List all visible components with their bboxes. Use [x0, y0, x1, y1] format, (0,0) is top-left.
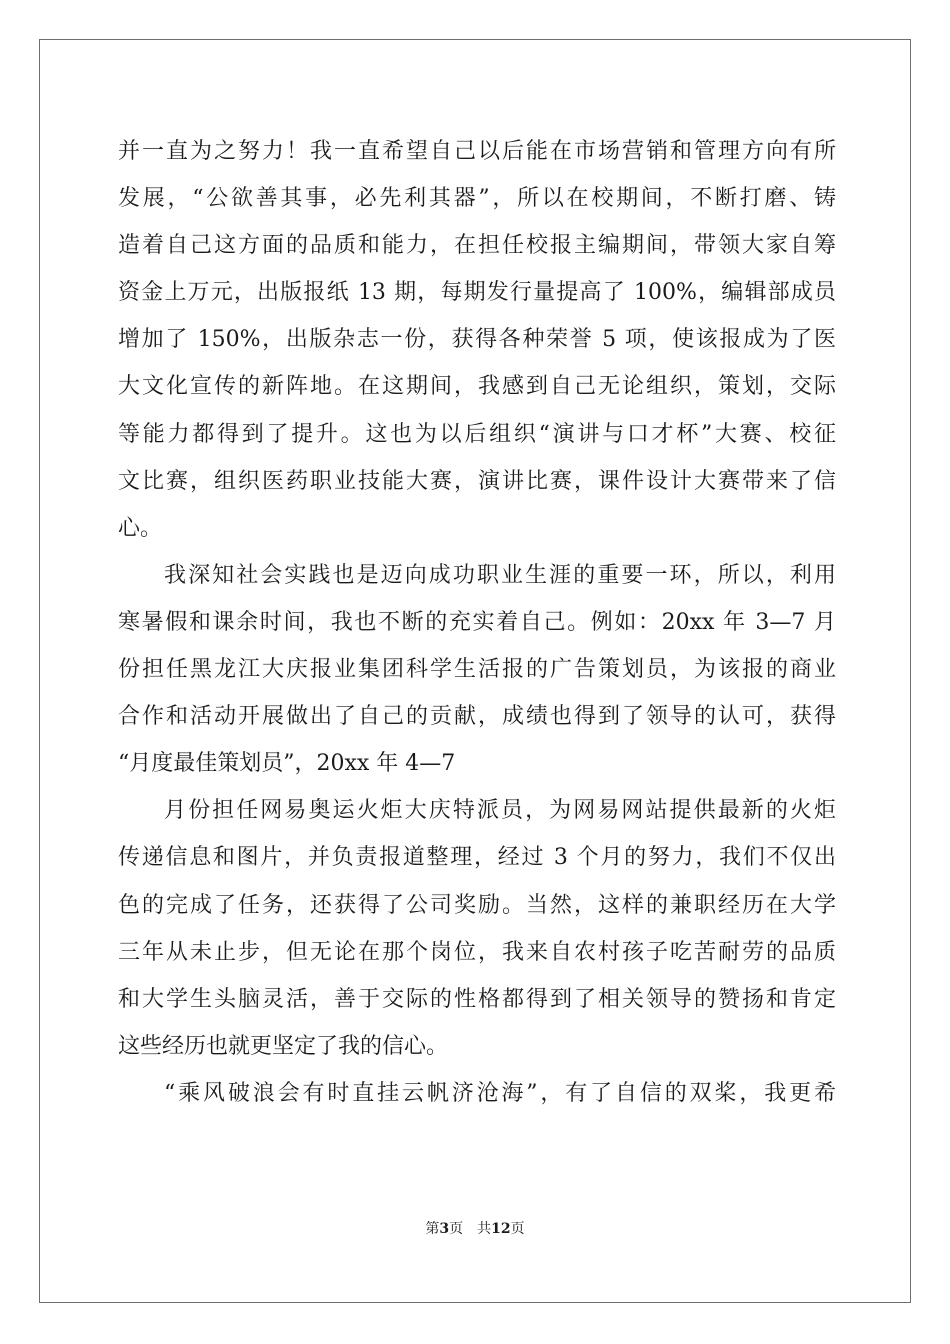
text-line: 资金上万元，出版报纸 13 期，每期发行量提高了 100%，编辑部成员 [118, 280, 836, 306]
text-line: 等能力都得到了提升。这也为以后组织“演讲与口才杯”大赛、校征 [118, 421, 836, 447]
footer-total-prefix: 共 [477, 1221, 492, 1237]
footer-prefix: 第 [425, 1221, 440, 1237]
text-line: 月份担任网易奥运火炬大庆特派员，为网易网站提供最新的火炬 [164, 798, 836, 824]
text-line: 传递信息和图片，并负责报道整理，经过 3 个月的努力，我们不仅出 [118, 845, 836, 871]
text-line: 增加了 150%，出版杂志一份，获得各种荣誉 5 项，使该报成为了医 [118, 327, 836, 353]
current-page-number: 3 [439, 1221, 450, 1237]
document-body [118, 128, 836, 1117]
text-line: 大文化宣传的新阵地。在这期间，我感到自己无论组织，策划，交际 [118, 374, 836, 400]
text-line: 合作和活动开展做出了自己的贡献，成绩也得到了领导的认可，获得 [118, 704, 836, 730]
footer-total-suffix: 页 [510, 1221, 525, 1237]
text-line: 和大学生头脑灵活，善于交际的性格都得到了相关领导的赞扬和肯定 [118, 986, 836, 1012]
text-line: 我深知社会实践也是迈向成功职业生涯的重要一环，所以，利用 [164, 562, 836, 588]
total-pages-number: 12 [491, 1221, 511, 1237]
text-line: 文比赛，组织医药职业技能大赛，演讲比赛，课件设计大赛带来了信 [118, 468, 836, 494]
text-line: 这些经历也就更坚定了我的信心。 [118, 1033, 449, 1059]
text-line: 份担任黑龙江大庆报业集团科学生活报的广告策划员，为该报的商业 [118, 657, 836, 683]
text-line: 发展，“公欲善其事，必先利其器”，所以在校期间，不断打磨、铸 [118, 186, 836, 212]
text-line: 寒暑假和课余时间，我也不断的充实着自己。例如：20xx 年 3—7 月 [118, 609, 836, 635]
text-line: 造着自己这方面的品质和能力，在担任校报主编期间，带领大家自筹 [118, 233, 836, 259]
text-line: “乘风破浪会有时直挂云帆济沧海”，有了自信的双桨，我更希 [164, 1080, 836, 1106]
text-line: 心。 [118, 515, 163, 541]
text-line: “月度最佳策划员”，20xx 年 4—7 [118, 751, 456, 777]
footer-page-suffix: 页 [449, 1221, 464, 1237]
text-line: 并一直为之努力！我一直希望自己以后能在市场营销和管理方向有所 [118, 139, 836, 164]
text-line: 三年从未止步，但无论在那个岗位，我来自农村孩子吃苦耐劳的品质 [118, 939, 836, 965]
text-line: 色的完成了任务，还获得了公司奖励。当然，这样的兼职经历在大学 [118, 892, 836, 918]
page-footer [0, 1219, 950, 1239]
